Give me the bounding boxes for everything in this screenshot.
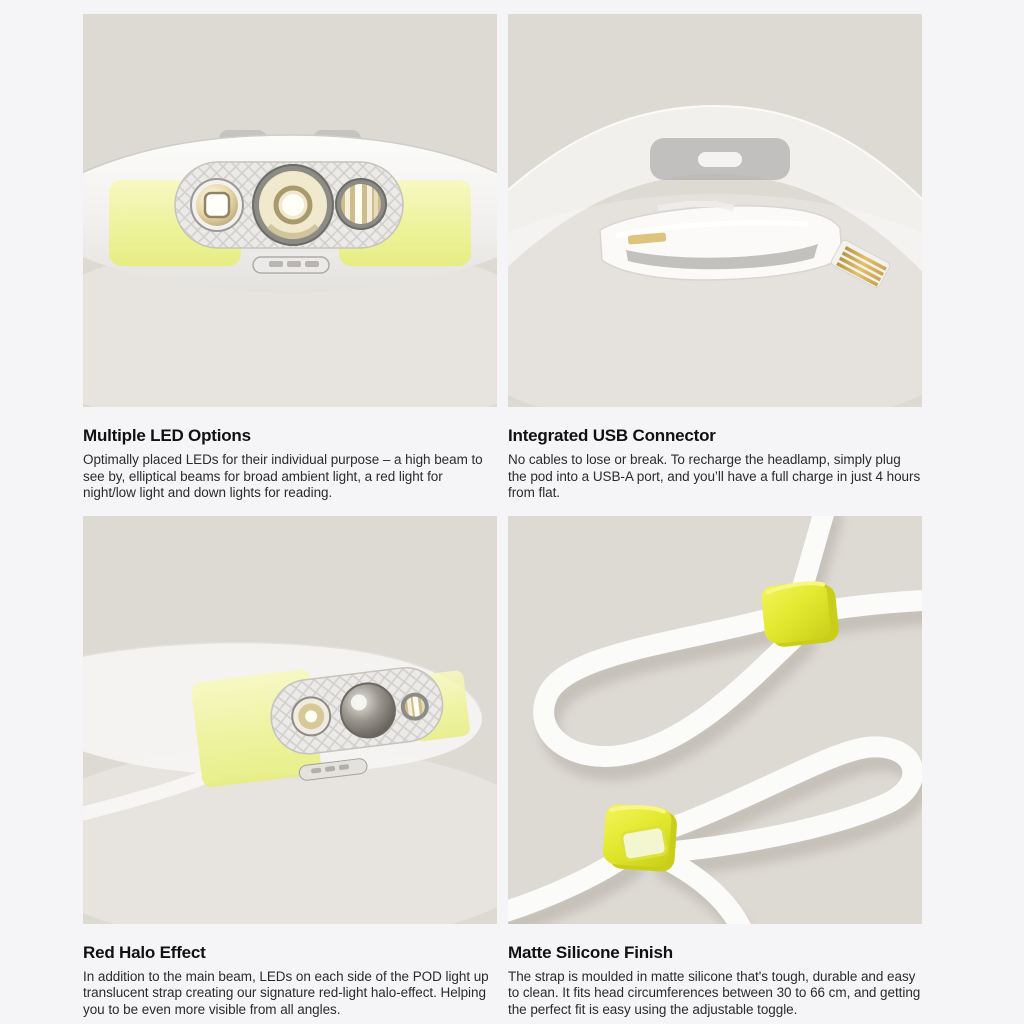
silicone-strap-illustration [508,516,922,924]
feature-card-red-halo-effect [83,516,497,1019]
feature-image-silicone-strap [508,516,922,924]
feature-description: The strap is moulded in matte silicone that's tough, durable and easy to clean. It fits head circumferences between 30 to 66 cm, and getting the perfect fit is easy using the adjustable toggle. [508,968,921,1017]
feature-grid [83,14,922,1018]
feature-card-matte-silicone-finish [508,516,922,1019]
feature-title: Multiple LED Options [83,426,251,445]
feature-description: No cables to lose or break. To recharge the headlamp, simply plug the pod into a USB-A port, and you’ll have a full charge in just 4 hours from flat. [508,452,921,500]
feature-description: Optimally placed LEDs for their individual purpose – a high beam to see by, elliptical beams for broad ambient light, a red light for night/low light and down lights for reading. [83,452,483,500]
feature-image-usb-pod [508,14,922,407]
headlamp-front-view-illustration [83,14,497,407]
feature-title: Red Halo Effect [83,942,206,962]
feature-description: In addition to the main beam, LEDs on each side of the POD light up translucent strap creating our signature red-light halo-effect. Helping you to be even more visible from all angles. [83,968,489,1017]
feature-card-integrated-usb-connector [508,14,922,502]
usb-pod-illustration [508,14,922,407]
feature-card-multiple-led-options [83,14,497,502]
headlamp-side-view-illustration [83,516,497,924]
feature-title: Integrated USB Connector [508,426,716,445]
feature-image-headlamp-side-view [83,516,497,924]
feature-title: Matte Silicone Finish [508,942,673,962]
feature-image-headlamp-front-view [83,14,497,407]
